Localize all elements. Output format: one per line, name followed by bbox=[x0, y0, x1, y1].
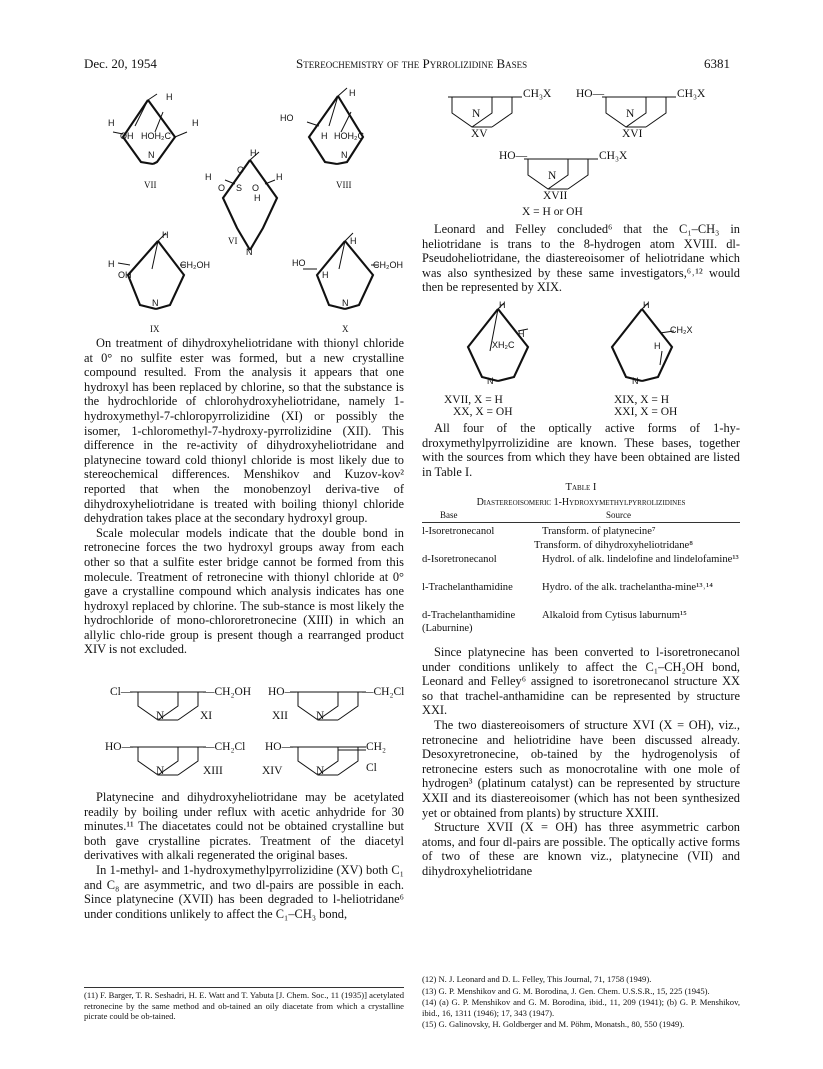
label-o: O bbox=[252, 183, 260, 193]
label-n: N bbox=[472, 108, 481, 120]
page-number: 6381 bbox=[704, 56, 730, 71]
paragraph: The two diastereoisomers of structure XVI (X = OH), viz., retronecine and heliotridine have been discussed already. Desoxyretronecine, ob-tained by the hydrogenolysis of retronecine esters such as monocrotaline with one mole of hydrogen³ (platinum catalyst) can be represented by structure XXII and its diastereoisomer (which has not been synthesized yet or obtained from plants) by structure XXIII. bbox=[422, 717, 740, 820]
label-h: H bbox=[276, 172, 283, 182]
table-caption bbox=[422, 497, 740, 508]
label-ch2oh: CH₂OH bbox=[180, 260, 210, 270]
running-title: Stereochemistry of the Pyrrolizidine Bases bbox=[296, 56, 528, 71]
footnote-12: (12) N. J. Leonard and D. L. Felley, This Journal, 71, 1758 (1949). bbox=[422, 974, 652, 984]
label-ho: HO— bbox=[105, 741, 134, 753]
label-s: S bbox=[236, 183, 243, 193]
label-viii: VIII bbox=[336, 180, 352, 190]
label-ix: IX bbox=[150, 324, 160, 334]
label-xiv: XIV bbox=[262, 765, 283, 777]
label-ch2oh: CH₂OH bbox=[373, 260, 403, 270]
label-o: O bbox=[218, 183, 226, 193]
right-footnotes bbox=[422, 974, 740, 1031]
label-xxi-oh: XXI, X = OH bbox=[614, 406, 678, 418]
label-ch3x: CH₃X bbox=[677, 88, 706, 100]
label-n: N bbox=[341, 150, 348, 160]
paragraph: On treatment of dihydroxyheliotridane with thionyl chloride at 0° no sulfite ester was formed, but a new crystalline compound resulted. From the analysis it appears that one hydroxyl has been replaced by chlorine, so that the substance is the hydrochloride of chlorohydroxyheliotridane, namely 1-hydroxymethyl-7-chloropyrrolizidine (XI) or possibly the isomer, 1-chloromethyl-7-hydroxy-pyrrolizidine (XII). This difference in the re-activity of dihydroxyheliotridane and platynecine toward cold thionyl chloride is most likely due to stereochemical differences. Menshikov and Kuzov-kov² reported that when the monobenzoyl deriva-tive of dihydroxyheliotridane is treated with boiling thionyl chloride dehydration takes place at the secondary hydroxyl group. bbox=[84, 336, 404, 526]
label-ho: HO bbox=[292, 258, 306, 268]
paragraph: Leonard and Felley concluded⁶ that the C₁–CH₃ in heliotridane is trans to the 8-hydrogen atom XVIII. dl-Pseudoheliotridane, the diastereoisomer of heliotridane which was also synthesized by these same investigators,⁶˒¹² would then be represented by XIX. bbox=[422, 222, 740, 295]
paragraph: Structure XVII (X = OH) has three asymmetric carbon atoms, and four dl-pairs are possible. The optically active forms of two of these are known viz., platynecine (VII) and dihydroxyheliotridane bbox=[422, 820, 740, 878]
label-xi: XI bbox=[200, 710, 213, 722]
table-title: Diastereoisomeric 1-Hydroxymethylpyrrolizidines bbox=[476, 497, 686, 508]
label-h: H bbox=[654, 341, 661, 351]
label-h: H bbox=[108, 259, 115, 269]
label-h: H bbox=[643, 300, 650, 310]
label-n: N bbox=[632, 376, 639, 386]
label-ch3x: CH₃X bbox=[599, 150, 628, 162]
label-n: N bbox=[487, 376, 494, 386]
paragraph: Since platynecine has been converted to l-isoretronecanol under conditions unlikely to affect the C₁–CH₂OH bond, Leonard and Felley⁶ assigned to isoretronecanol structure XX so that trachel-anthamidine can be represented by structure XXI. bbox=[422, 645, 740, 718]
label-h: H bbox=[108, 118, 115, 128]
table-cell-source: Hydrol. of alk. lindelofine and lindelofamine¹³ bbox=[542, 554, 739, 565]
label-ho: HO— bbox=[576, 88, 605, 100]
label-h: H bbox=[162, 230, 169, 240]
footnote-13: (13) G. P. Menshikov and G. M. Borodina, J. Gen. Chem. U.S.S.R., 15, 225 (1945). bbox=[422, 985, 710, 996]
label-h: H bbox=[350, 236, 357, 246]
label-n: N bbox=[156, 765, 165, 777]
label-h: H bbox=[166, 92, 173, 102]
label-cl: Cl— bbox=[110, 686, 133, 698]
label-n: N bbox=[156, 710, 165, 722]
label-xx-oh: XX, X = OH bbox=[453, 406, 513, 418]
table-header-base: Base bbox=[440, 510, 458, 520]
label-h: H bbox=[205, 172, 212, 182]
paragraph: Scale molecular models indicate that the double bond in retronecine forces the two hydroxyl groups away from each other so that a sulfite ester bridge cannot be formed from this molecule. Treatment of retronecine with thionyl chloride at 0° gave a crystalline compound which analysis indicates has one hydroxyl replaced by chlorine. The sub-stance is most likely the hydrochloride of mono-chlororetronecine (XIII) in which an allylic chlo-ride group is present though a rearranged product XIV is not excluded. bbox=[84, 525, 404, 657]
label-xvii-h: XVII, X = H bbox=[444, 394, 503, 406]
label-ho: HO— bbox=[268, 686, 297, 698]
label-xvi: XVI bbox=[622, 128, 643, 140]
label-n: N bbox=[548, 170, 557, 182]
label-xv: XV bbox=[471, 128, 488, 140]
label-n: N bbox=[152, 298, 159, 308]
label-h: H bbox=[254, 193, 261, 203]
label-ch2cl: —CH₂Cl bbox=[203, 741, 246, 753]
label-ch3x: CH₃X bbox=[523, 88, 552, 100]
label-h: H bbox=[250, 148, 257, 158]
running-date: Dec. 20, 1954 bbox=[84, 56, 157, 71]
label-x: X bbox=[342, 324, 349, 334]
label-ch2: CH₂ bbox=[366, 741, 386, 753]
label-h: H bbox=[322, 270, 329, 280]
table-label bbox=[422, 482, 740, 493]
table-cell-source: Alkaloid from Cytisus laburnum¹⁵ bbox=[542, 610, 687, 621]
structure-xix-xxi bbox=[612, 303, 674, 381]
table-rule bbox=[422, 522, 740, 523]
table-cell-source: Transform. of dihydroxyheliotridane⁸ bbox=[534, 540, 693, 551]
label-ho: HO bbox=[280, 113, 294, 123]
label-h: H bbox=[518, 329, 525, 339]
label-n: N bbox=[316, 765, 325, 777]
footnote-15: (15) G. Galinovsky, H. Goldberger and M. Pöhm, Monatsh., 80, 550 (1949). bbox=[422, 1019, 685, 1030]
label-n: N bbox=[316, 710, 325, 722]
label-vii: VII bbox=[144, 180, 157, 190]
label-ho: HO— bbox=[265, 741, 294, 753]
label-ho: HO— bbox=[499, 150, 528, 162]
table-header-source: Source bbox=[606, 510, 631, 520]
label-xh2c: XH₂C bbox=[492, 340, 515, 350]
table-cell-base: d-Isoretronecanol bbox=[422, 554, 497, 565]
label-n: N bbox=[148, 150, 155, 160]
right-column-p2 bbox=[422, 421, 740, 479]
table-number: Table I bbox=[565, 482, 597, 493]
label-n: N bbox=[342, 298, 349, 308]
label-vi: VI bbox=[228, 236, 238, 246]
label-oh: OH bbox=[120, 131, 134, 141]
label-ch2x: CH₂X bbox=[670, 325, 693, 335]
label-n: N bbox=[246, 247, 253, 257]
label-n: N bbox=[626, 108, 635, 120]
table-cell-base: l-Isoretronecanol bbox=[422, 526, 495, 537]
label-ch2cl: —CH₂Cl bbox=[362, 686, 405, 698]
label-x-note: X = H or OH bbox=[522, 206, 583, 218]
paragraph: In 1-methyl- and 1-hydroxymethylpyrrolizidine (XV) both C₁ and C₈ are asymmetric, and two dl-pairs are possible in each. Since platynecine (XVII) has been degraded to l-heliotridane⁶ under conditions unlikely to affect the C₁–CH₃ bond, bbox=[84, 862, 404, 921]
table-cell-source: Hydro. of the alk. trachelantha-mine¹³˒¹⁴ bbox=[542, 582, 713, 593]
label-xix-h: XIX, X = H bbox=[614, 394, 670, 406]
label-ch2oh: —CH₂OH bbox=[203, 686, 252, 698]
label-o: O bbox=[237, 165, 245, 175]
label-xiii: XIII bbox=[203, 765, 223, 777]
table-cell-base: d-Trachelanthamidine (Laburnine) bbox=[422, 610, 516, 634]
footnote-11: (11) F. Barger, T. R. Seshadri, H. E. Watt and T. Yabuta [J. Chem. Soc., 11 (1935)] acetylated retronecine by the same method and ob-tained an oily diacetate from which a crystalline picrate could be ob-tained. bbox=[84, 990, 404, 1022]
paragraph: Platynecine and dihydroxyheliotridane may be acetylated readily by boiling under reflux with acetic anhydride for 30 minutes.¹¹ The diacetates could not be obtained crystalline but both gave crystalline picrates. Treatment of the diacetyl derivatives with alkali regenerated the original bases. bbox=[84, 790, 404, 863]
label-xvii: XVII bbox=[543, 190, 568, 202]
label-cl: Cl bbox=[366, 762, 377, 774]
right-column-body bbox=[422, 645, 740, 879]
label-h: H bbox=[349, 88, 356, 98]
label-h: H bbox=[321, 131, 328, 141]
label-xii: XII bbox=[272, 710, 288, 722]
footnote-14: (14) (a) G. P. Menshikov and G. M. Borodina, ibid., 11, 209 (1941); (b) G. P. Menshikov, ibid., 16, 1311 (1946); 17, 343 (1947). bbox=[422, 997, 740, 1018]
paragraph: All four of the optically active forms of 1-hy-droxymethylpyrrolizidine are known. These bases, together with the sources from which they have been obtained are listed in Table I. bbox=[422, 421, 740, 479]
label-h: H bbox=[499, 300, 506, 310]
label-h: H bbox=[192, 118, 199, 128]
label-oh: OH bbox=[118, 270, 132, 280]
table-cell-source: Transform. of platynecine⁷ bbox=[542, 526, 656, 537]
table-cell-base: l-Trachelanthamidine bbox=[422, 582, 513, 593]
label-hoh2c: HOH₂C bbox=[334, 131, 364, 141]
label-hoh2c: HOH₂C bbox=[141, 131, 171, 141]
